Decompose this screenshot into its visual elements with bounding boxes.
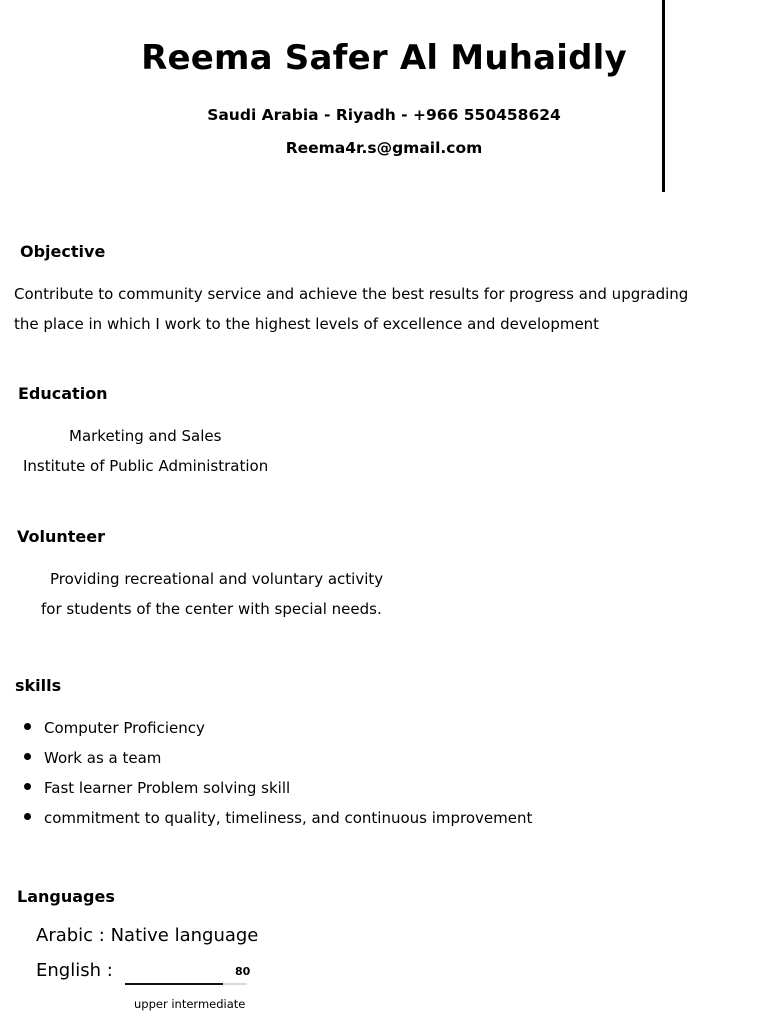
bullet-icon	[24, 723, 31, 730]
volunteer-heading: Volunteer	[17, 527, 106, 546]
languages-heading: Languages	[17, 887, 115, 906]
candidate-name: Reema Safer Al Muhaidly	[141, 38, 627, 78]
objective-line: Contribute to community service and achieve the best results for progress and upgrading	[14, 285, 689, 303]
bullet-icon	[24, 753, 31, 760]
volunteer-line: Providing recreational and voluntary activity	[50, 570, 384, 588]
skill-item: Computer Proficiency	[44, 719, 205, 737]
education-heading: Education	[18, 384, 108, 403]
objective-heading: Objective	[20, 242, 106, 261]
contact-email: Reema4r.s@gmail.com	[285, 139, 483, 157]
skill-item: commitment to quality, timeliness, and continuous improvement	[44, 809, 533, 827]
language-english-label: English :	[36, 960, 113, 981]
english-level-bar	[125, 983, 247, 985]
language-arabic: Arabic : Native language	[36, 925, 259, 946]
objective-line: the place in which I work to the highest levels of excellence and development	[14, 315, 600, 333]
bullet-icon	[24, 813, 31, 820]
skill-item: Work as a team	[44, 749, 162, 767]
english-level-bar-fill	[125, 983, 223, 985]
english-level-caption: upper intermediate	[134, 997, 246, 1011]
header-divider	[662, 0, 665, 192]
education-major: Marketing and Sales	[69, 427, 222, 445]
skill-item: Fast learner Problem solving skill	[44, 779, 291, 797]
bullet-icon	[24, 783, 31, 790]
english-level-value: 80	[235, 965, 251, 978]
contact-location-phone: Saudi Arabia - Riyadh - +966 550458624	[207, 106, 561, 124]
education-institution: Institute of Public Administration	[23, 457, 269, 475]
skills-heading: skills	[15, 676, 62, 695]
volunteer-line: for students of the center with special needs.	[41, 600, 382, 618]
